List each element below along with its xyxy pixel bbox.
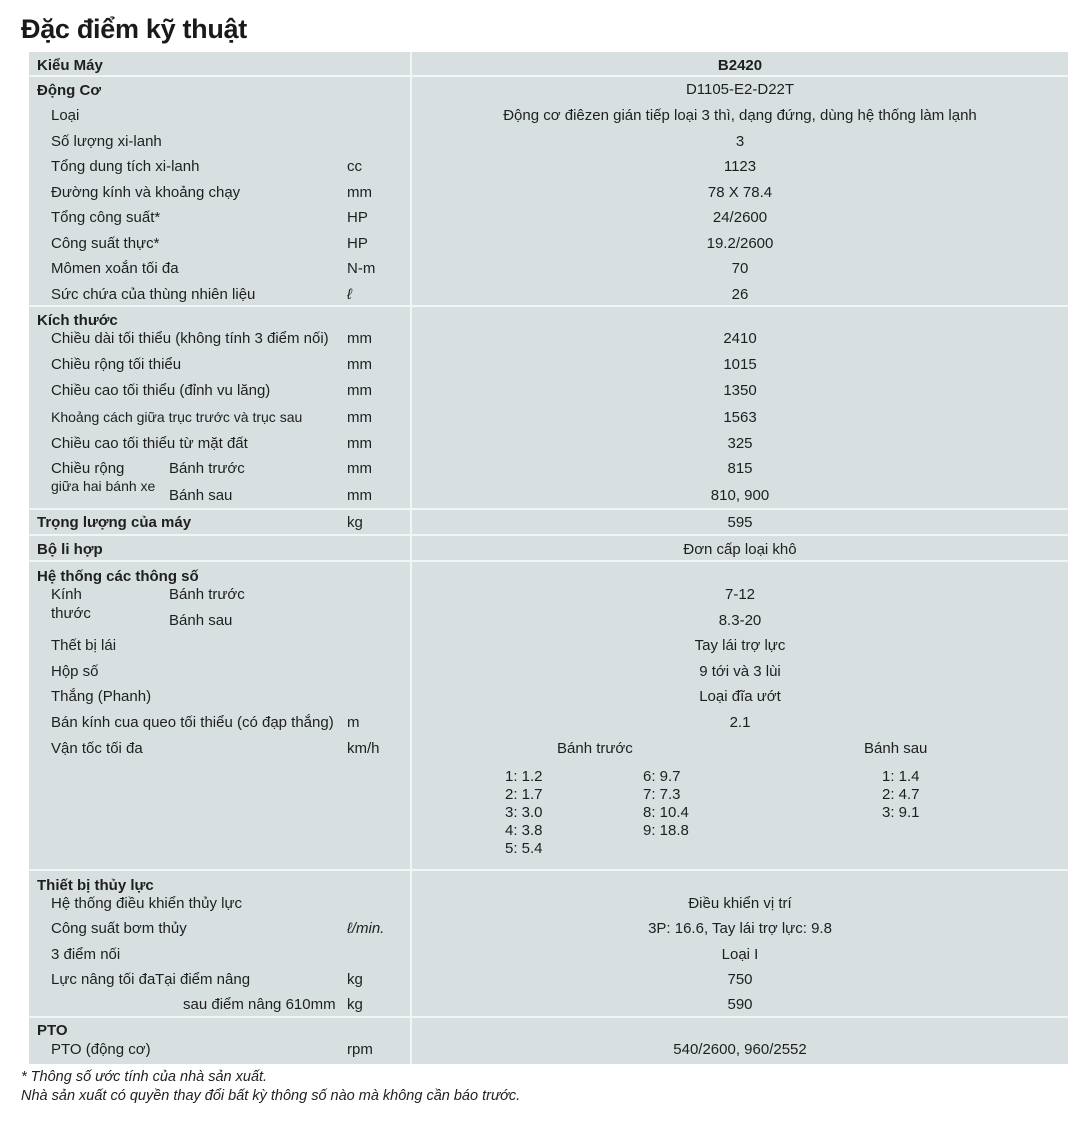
overall-height-value: 1350	[723, 382, 757, 399]
reverse-speeds: 1: 1.4 2: 4.7 3: 9.1	[882, 768, 920, 821]
brake-value: Loại đĩa ướt	[699, 688, 781, 705]
wheelbase-label: Khoảng cách giữa trục trước và trục sau	[51, 409, 303, 425]
row-divider	[29, 560, 1068, 562]
steering-value: Tay lái trợ lực	[694, 637, 786, 654]
hydraulic-control-label: Hệ thống điều khiển thủy lực	[51, 895, 242, 912]
tread-rear-value: 810, 900	[710, 487, 770, 504]
steering-label: Thết bị lái	[51, 637, 117, 654]
overall-length-label: Chiều dài tối thiểu (không tính 3 điểm nối)	[51, 330, 329, 347]
transmission-label: Hộp số	[51, 663, 99, 680]
model-value: B2420	[717, 57, 763, 74]
engine-type-label: Loại	[51, 107, 80, 124]
bore-stroke-value: 78 X 78.4	[707, 184, 773, 201]
engine-type-value: Động cơ điêzen gián tiếp loại 3 thì, dạng đứng, dùng hệ thống làm lạnh	[503, 107, 977, 124]
fuel-tank-unit: ℓ	[347, 286, 352, 303]
lift-point-label: Tại điểm nâng	[155, 971, 251, 988]
pump-capacity-value: 3P: 16.6, Tay lái trợ lực: 9.8	[648, 920, 832, 937]
fuel-tank-value: 26	[731, 286, 749, 303]
overall-width-label: Chiều rộng tối thiểu	[51, 356, 182, 373]
tire-rear-label: Bánh sau	[169, 612, 233, 629]
tread-label-line1: Chiều rộng	[51, 460, 125, 477]
brake-label: Thắng (Phanh)	[51, 688, 152, 705]
engine-heading: Động Cơ	[37, 82, 101, 99]
max-speed-label: Vận tốc tối đa	[51, 740, 143, 757]
tire-label-line1: Kính	[51, 586, 82, 603]
tread-rear-label: Bánh sau	[169, 487, 233, 504]
spec-table	[29, 52, 1068, 1064]
net-power-label: Công suất thực*	[51, 235, 160, 252]
ground-clearance-value: 325	[727, 435, 753, 452]
torque-label: Mômen xoắn tối đa	[51, 260, 179, 277]
three-point-hitch-value: Loại I	[721, 946, 759, 963]
pto-engine-label: PTO (động cơ)	[51, 1041, 151, 1058]
max-speed-unit: km/h	[347, 740, 380, 757]
forward-speeds-6-9: 6: 9.7 7: 7.3 8: 10.4 9: 18.8	[643, 768, 689, 839]
turning-radius-label: Bán kính cua queo tối thiểu (có đạp thắng)	[51, 714, 334, 731]
tire-front-label: Bánh trước	[169, 586, 245, 603]
tire-rear-value: 8.3-20	[718, 612, 762, 629]
row-divider	[29, 534, 1068, 536]
bore-stroke-label: Đường kính và khoảng chạy	[51, 184, 241, 201]
tread-front-value: 815	[727, 460, 753, 477]
fuel-tank-label: Sức chứa của thùng nhiên liệu	[51, 286, 256, 303]
model-label: Kiểu Máy	[37, 57, 103, 74]
reverse-speed-heading: Bánh sau	[864, 740, 928, 757]
gross-power-value: 24/2600	[712, 209, 768, 226]
row-divider	[29, 305, 1068, 307]
pto-heading: PTO	[37, 1022, 68, 1039]
overall-length-unit: mm	[347, 330, 372, 347]
column-divider	[410, 52, 412, 1064]
weight-unit: kg	[347, 514, 363, 531]
clutch-label: Bộ li hợp	[37, 541, 103, 558]
pump-capacity-label: Công suất bơm thủy	[51, 920, 187, 937]
footnote-disclaimer: Nhà sản xuất có quyền thay đổi bất kỳ thông số nào mà không cần báo trước.	[21, 1088, 521, 1104]
lift-610-value: 590	[727, 996, 753, 1013]
overall-width-unit: mm	[347, 356, 372, 373]
max-lift-label: Lực nâng tối đa	[51, 971, 156, 988]
net-power-unit: HP	[347, 235, 368, 252]
tire-front-value: 7-12	[724, 586, 756, 603]
lift-point-value: 750	[727, 971, 753, 988]
travel-heading: Hệ thống các thông số	[37, 568, 199, 585]
overall-height-label: Chiều cao tối thiểu (đỉnh vu lăng)	[51, 382, 271, 399]
ground-clearance-label: Chiều cao tối thiểu từ mặt đất	[51, 435, 248, 452]
pump-capacity-unit: ℓ/min.	[347, 920, 385, 937]
overall-width-value: 1015	[723, 356, 757, 373]
three-point-hitch-label: 3 điểm nối	[51, 946, 121, 963]
displacement-label: Tổng dung tích xi-lanh	[51, 158, 200, 175]
tread-rear-unit: mm	[347, 487, 372, 504]
turning-radius-value: 2.1	[729, 714, 751, 731]
transmission-value: 9 tới và 3 lùi	[699, 663, 781, 680]
engine-model: D1105-E2-D22T	[685, 81, 795, 98]
row-divider	[29, 869, 1068, 871]
wheelbase-value: 1563	[723, 409, 757, 426]
wheelbase-unit: mm	[347, 409, 372, 426]
net-power-value: 19.2/2600	[706, 235, 774, 252]
ground-clearance-unit: mm	[347, 435, 372, 452]
row-divider	[29, 508, 1068, 510]
bore-stroke-unit: mm	[347, 184, 372, 201]
torque-value: 70	[731, 260, 749, 277]
clutch-value: Đơn cấp loại khô	[683, 541, 797, 558]
forward-speeds-1-5: 1: 1.2 2: 1.7 3: 3.0 4: 3.8 5: 5.4	[505, 768, 543, 857]
gross-power-unit: HP	[347, 209, 368, 226]
lift-point-unit: kg	[347, 971, 363, 988]
turning-radius-unit: m	[347, 714, 360, 731]
lift-610-label: sau điểm nâng 610mm	[183, 996, 336, 1013]
pto-engine-unit: rpm	[347, 1041, 373, 1058]
dimensions-heading: Kích thước	[37, 312, 118, 329]
tread-front-label: Bánh trước	[169, 460, 245, 477]
displacement-unit: cc	[347, 158, 362, 175]
lift-610-unit: kg	[347, 996, 363, 1013]
tire-label-line2: thước	[51, 605, 91, 622]
hydraulic-heading: Thiết bị thủy lực	[37, 877, 154, 894]
displacement-value: 1123	[723, 158, 757, 175]
row-divider	[29, 1016, 1068, 1018]
pto-engine-value: 540/2600, 960/2552	[673, 1041, 807, 1058]
gross-power-label: Tổng công suất*	[51, 209, 161, 226]
forward-speed-heading: Bánh trước	[557, 740, 633, 757]
tread-front-unit: mm	[347, 460, 372, 477]
cylinders-label: Số lượng xi-lanh	[51, 133, 162, 150]
hydraulic-control-value: Điều khiển vị trí	[688, 895, 792, 912]
page-title: Đặc điểm kỹ thuật	[21, 14, 247, 44]
weight-label: Trọng lượng của máy	[37, 514, 192, 531]
row-divider	[29, 75, 1068, 77]
footnote-estimate: * Thông số ước tính của nhà sản xuất.	[21, 1069, 268, 1085]
cylinders-value: 3	[735, 133, 745, 150]
overall-height-unit: mm	[347, 382, 372, 399]
weight-value: 595	[727, 514, 753, 531]
overall-length-value: 2410	[723, 330, 757, 347]
torque-unit: N-m	[347, 260, 376, 277]
tread-label-line2: giữa hai bánh xe	[51, 478, 156, 494]
